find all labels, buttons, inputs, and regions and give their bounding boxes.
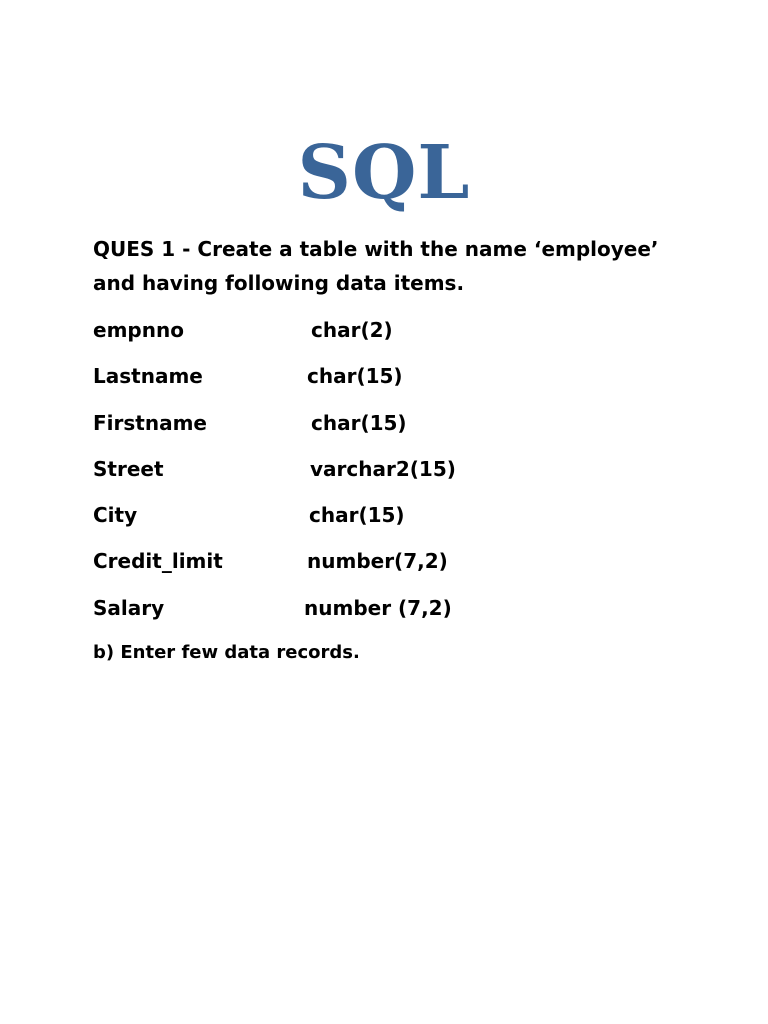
field-type: number(7,2) [307,549,448,574]
field-name: Salary [93,595,165,620]
field-type: varchar2(15) [310,456,456,481]
field-type: number (7,2) [304,595,452,620]
field-type: char(15) [307,364,403,389]
field-name: Firstname [93,410,207,435]
field-name: City [93,503,138,528]
field-row [93,313,653,359]
question-text: QUES 1 - Create a table with the name ‘employee’ and having following data items. [93,237,659,295]
field-name: Credit_limit [93,549,223,574]
page-title: SQL [297,130,471,216]
field-name: Lastname [93,364,203,389]
field-row [93,452,653,498]
field-type: char(15) [309,503,405,528]
field-row [93,544,653,590]
field-type: char(15) [311,410,407,435]
field-row [93,498,653,544]
field-name: empnno [93,318,184,342]
field-list [93,313,653,637]
field-row [93,406,653,452]
field-name: Street [93,456,164,481]
field-row [93,359,653,405]
instruction-note: b) Enter few data records. [93,642,360,663]
field-type: char(2) [311,318,393,342]
field-row [93,591,653,637]
